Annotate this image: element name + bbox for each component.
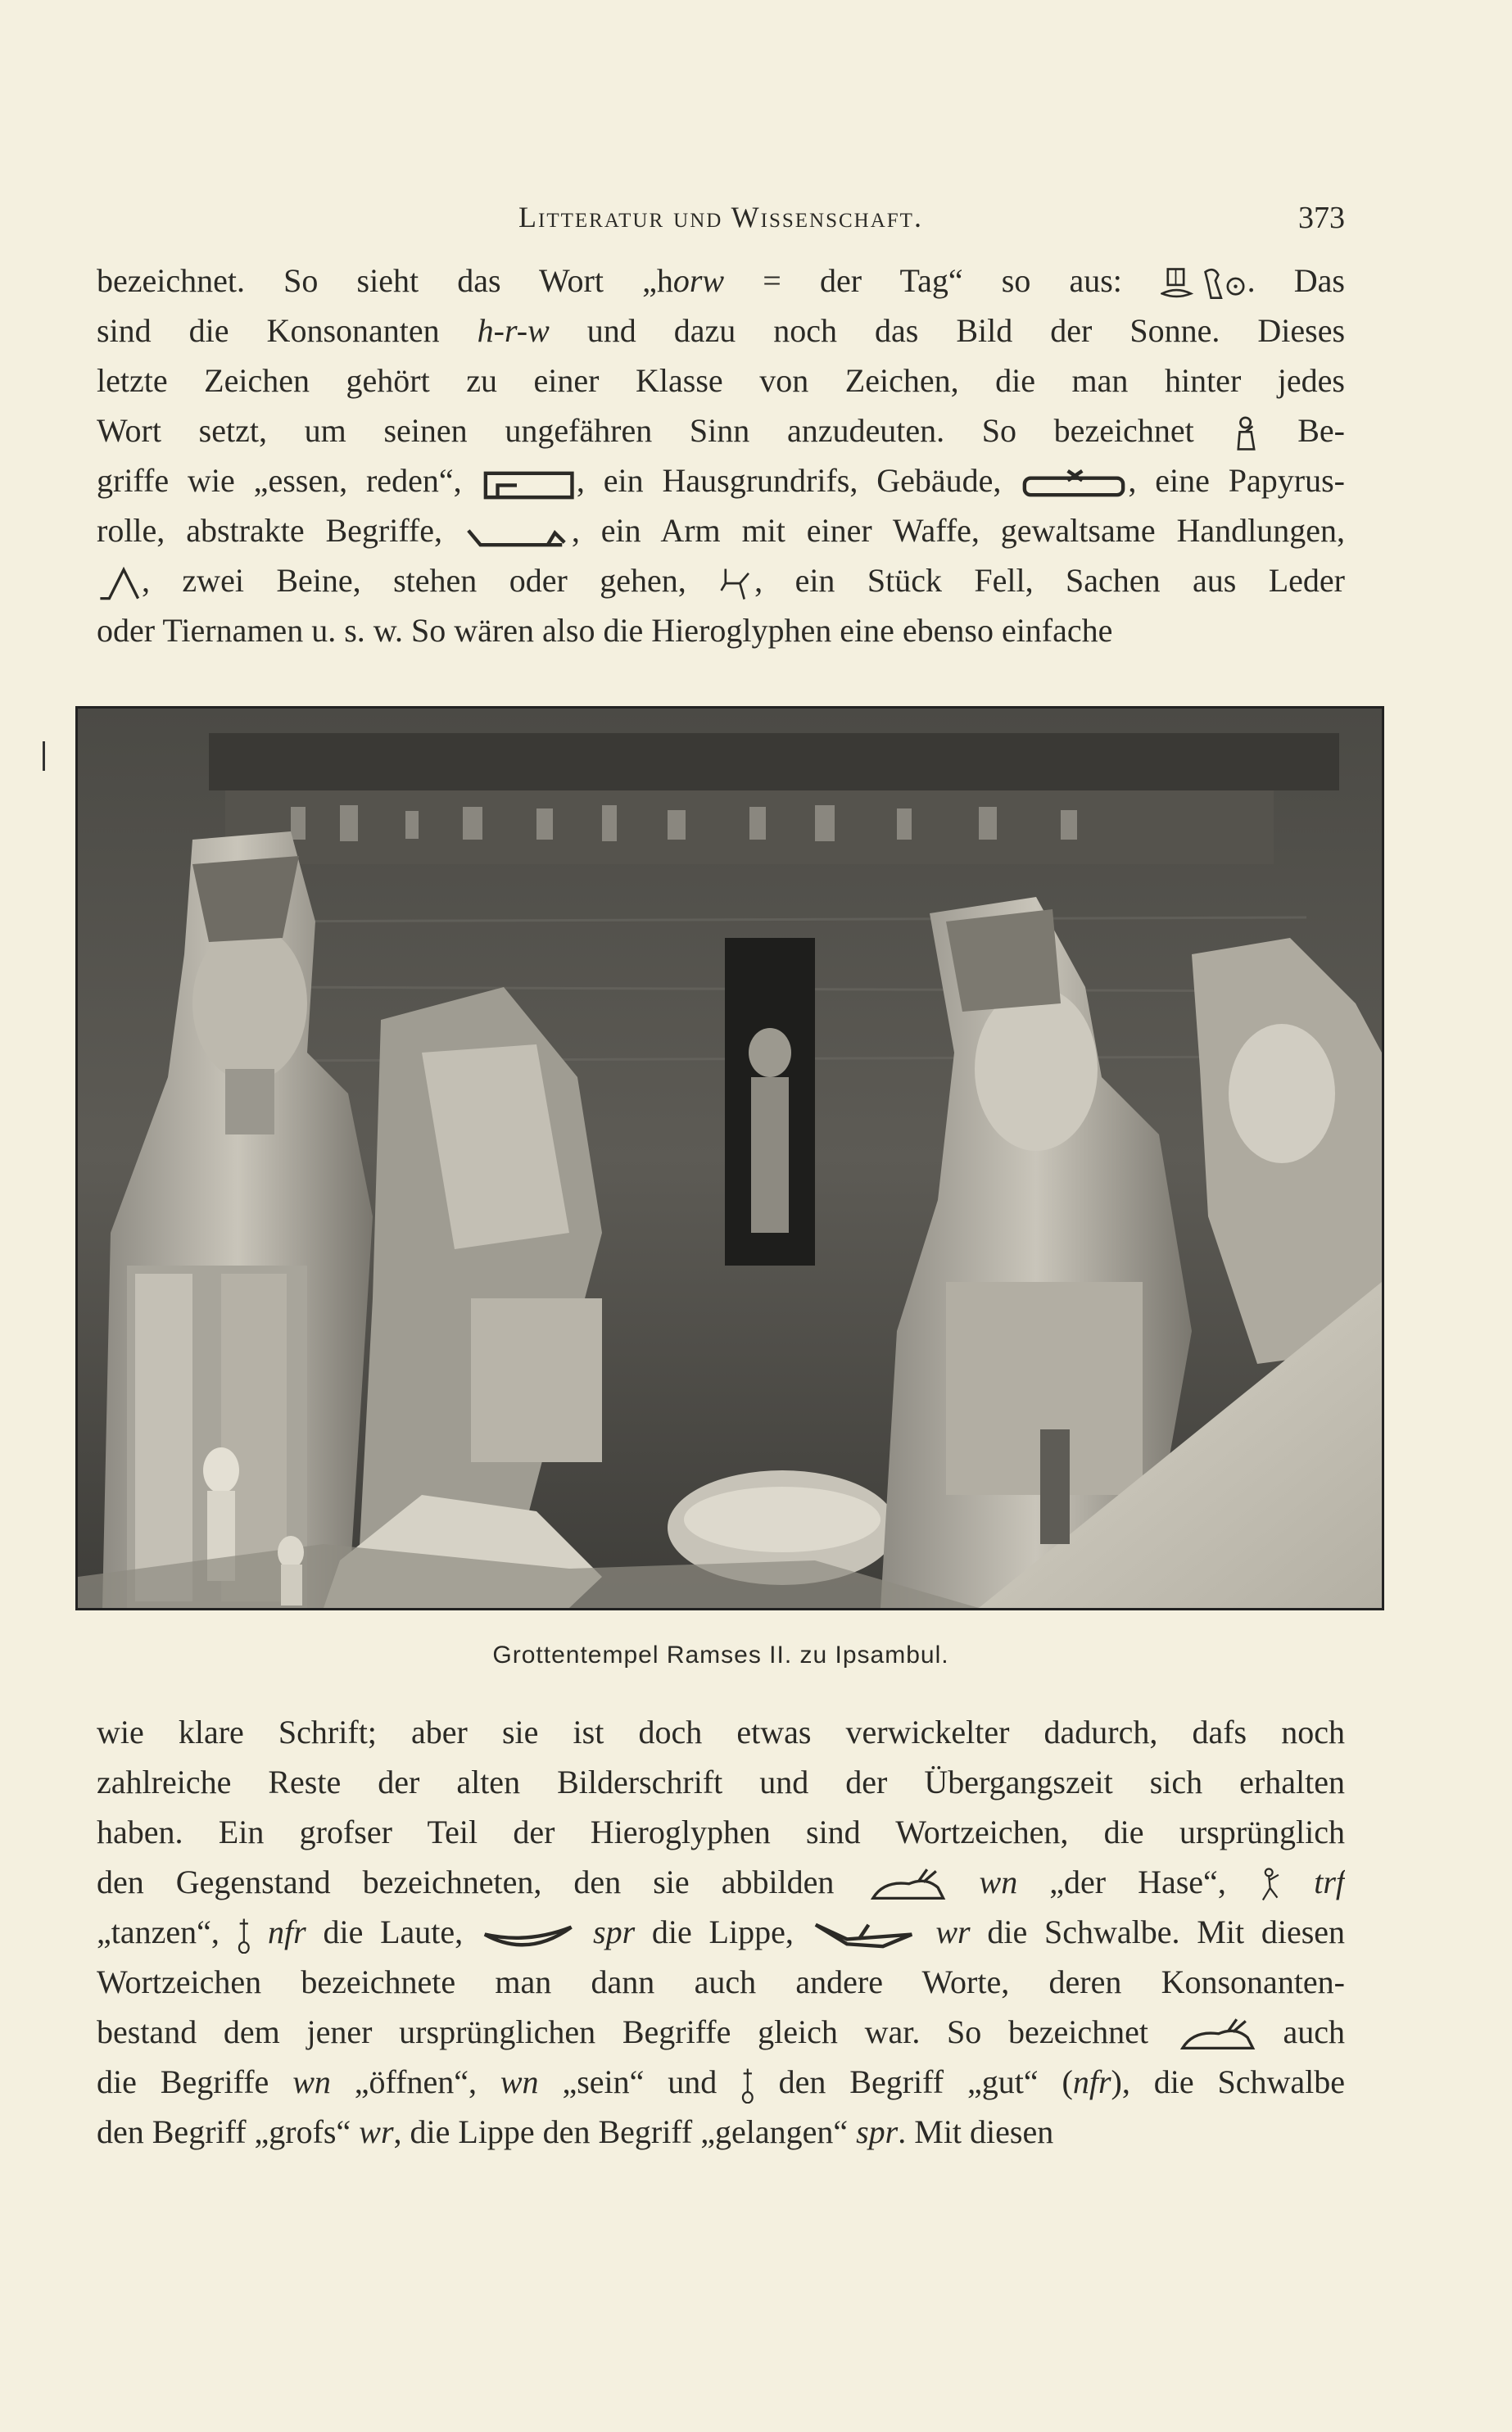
hieroglyph-house-icon xyxy=(481,466,577,502)
text-run: haben. Ein grofser Teil der Hieroglyphen sind Wortzeichen, die ursprünglich xyxy=(97,1814,1345,1850)
text-run: „tanzen“, xyxy=(97,1913,237,1950)
text-run: bestand dem jener ursprünglichen Begriffe gleich war. So bezeichnet xyxy=(97,2013,1175,2050)
text-run: die Begriffe xyxy=(97,2063,293,2100)
transliteration: spr xyxy=(593,1913,636,1950)
text-run: und dazu noch das Bild der Sonne. Dieses xyxy=(549,312,1345,349)
paragraph-top xyxy=(97,256,1345,655)
text-line xyxy=(97,306,1345,356)
text-run: oder Tiernamen u. s. w. So wären also die Hieroglyphen eine ebenso einfache xyxy=(97,612,1113,649)
text-run: Be- xyxy=(1260,412,1345,449)
text-run: zahlreiche Reste der alten Bilderschrift und der Übergangszeit sich erhalten xyxy=(97,1764,1345,1800)
text-line xyxy=(97,1907,1345,1957)
hieroglyph-horw-icon xyxy=(1161,266,1247,302)
text-run: auch xyxy=(1256,2013,1345,2050)
text-run xyxy=(919,1913,936,1950)
text-run: , ein Stück Fell, Sachen aus Leder xyxy=(754,562,1345,599)
text-run: letzte Zeichen gehört zu einer Klasse von Zeichen, die man hinter jedes xyxy=(97,362,1345,399)
margin-mark xyxy=(43,741,45,771)
paragraph-bottom xyxy=(97,1707,1345,2157)
hieroglyph-legs-icon xyxy=(97,566,142,602)
transliteration: wn xyxy=(500,2063,539,2100)
text-run: die Schwalbe. Mit diesen xyxy=(970,1913,1345,1950)
text-line xyxy=(97,2057,1345,2107)
text-line xyxy=(97,356,1345,405)
hieroglyph-lip-icon xyxy=(480,1918,576,1954)
text-run: die Lippe, xyxy=(635,1913,811,1950)
hieroglyph-swallow-icon xyxy=(811,1918,919,1954)
text-line xyxy=(97,1707,1345,1757)
text-run: bezeichnet. So sieht das Wort „h xyxy=(97,262,673,299)
text-run: , eine Papyrus- xyxy=(1128,462,1345,499)
text-run: = der Tag“ so aus: xyxy=(724,262,1161,299)
text-run xyxy=(576,1913,593,1950)
text-run: „der Hase“, xyxy=(1017,1864,1258,1900)
text-line xyxy=(97,505,1345,555)
text-line xyxy=(97,256,1345,306)
text-run: , die Lippe den Begriff „gelangen“ xyxy=(393,2113,857,2150)
text-run: , ein Arm mit einer Waffe, gewaltsame Handlungen, xyxy=(571,512,1345,549)
text-run: , ein Hausgrundrifs, Gebäude, xyxy=(576,462,1021,499)
hieroglyph-nfr-icon xyxy=(237,1918,251,1954)
text-run: griffe wie „essen, reden“, xyxy=(97,462,481,499)
transliteration: orw xyxy=(672,262,725,299)
text-run: . Das xyxy=(1247,262,1345,299)
hieroglyph-man-eating-icon xyxy=(1231,416,1260,452)
text-run: , zwei Beine, stehen oder gehen, xyxy=(142,562,719,599)
text-run: „sein“ und xyxy=(538,2063,741,2100)
figure-caption: Grottentempel Ramses II. zu Ipsambul. xyxy=(492,1642,949,1669)
text-run: den Begriff „gut“ ( xyxy=(754,2063,1073,2100)
transliteration: nfr xyxy=(268,1913,306,1950)
text-line xyxy=(97,1757,1345,1807)
text-run: wie klare Schrift; aber sie ist doch etwas verwickelter dadurch, dafs noch xyxy=(97,1714,1345,1750)
transliteration: spr xyxy=(856,2113,899,2150)
text-run xyxy=(1282,1864,1314,1900)
text-line xyxy=(97,1807,1345,1857)
transliteration: wr xyxy=(359,2113,394,2150)
temple-photograph xyxy=(75,706,1384,1610)
transliteration: wr xyxy=(935,1913,971,1950)
transliteration: wn xyxy=(979,1864,1018,1900)
text-line xyxy=(97,1857,1345,1907)
text-line xyxy=(97,2107,1345,2157)
hieroglyph-dancer-icon xyxy=(1258,1868,1282,1904)
text-run xyxy=(947,1864,979,1900)
text-run: Wortzeichen bezeichnete man dann auch andere Worte, deren Konsonanten- xyxy=(97,1963,1345,2000)
text-run: den Gegenstand bezeichneten, den sie abbilden xyxy=(97,1864,867,1900)
page-number: 373 xyxy=(1298,201,1345,235)
hieroglyph-nfr-icon xyxy=(740,2067,755,2104)
text-run: sind die Konsonanten xyxy=(97,312,478,349)
text-line xyxy=(97,455,1345,505)
abu-simbel-image xyxy=(78,709,1382,1608)
text-run: ), die Schwalbe xyxy=(1111,2063,1345,2100)
text-line xyxy=(97,555,1345,605)
running-head xyxy=(97,200,1345,249)
text-run: Wort setzt, um seinen ungefähren Sinn anzudeuten. So bezeichnet xyxy=(97,412,1232,449)
text-line xyxy=(97,405,1345,455)
transliteration: trf xyxy=(1314,1864,1345,1900)
text-run: rolle, abstrakte Begriffe, xyxy=(97,512,464,549)
text-run: „öffnen“, xyxy=(330,2063,500,2100)
text-line xyxy=(97,2007,1345,2057)
hieroglyph-hare-icon xyxy=(866,1868,947,1904)
transliteration: nfr xyxy=(1072,2063,1111,2100)
running-title: Litteratur und Wissenschaft. xyxy=(518,201,923,233)
text-line xyxy=(97,1957,1345,2007)
text-line xyxy=(97,605,1345,655)
hieroglyph-hare-icon xyxy=(1175,2018,1256,2054)
hieroglyph-skin-icon xyxy=(718,566,754,602)
hieroglyph-arm-icon xyxy=(464,516,572,552)
hieroglyph-papyrus-icon xyxy=(1020,466,1128,502)
text-run xyxy=(251,1913,268,1950)
transliteration: h-r-w xyxy=(477,312,550,349)
transliteration: wn xyxy=(292,2063,331,2100)
text-run: die Laute, xyxy=(306,1913,480,1950)
text-run: den Begriff „grofs“ xyxy=(97,2113,360,2150)
text-run: . Mit diesen xyxy=(898,2113,1054,2150)
